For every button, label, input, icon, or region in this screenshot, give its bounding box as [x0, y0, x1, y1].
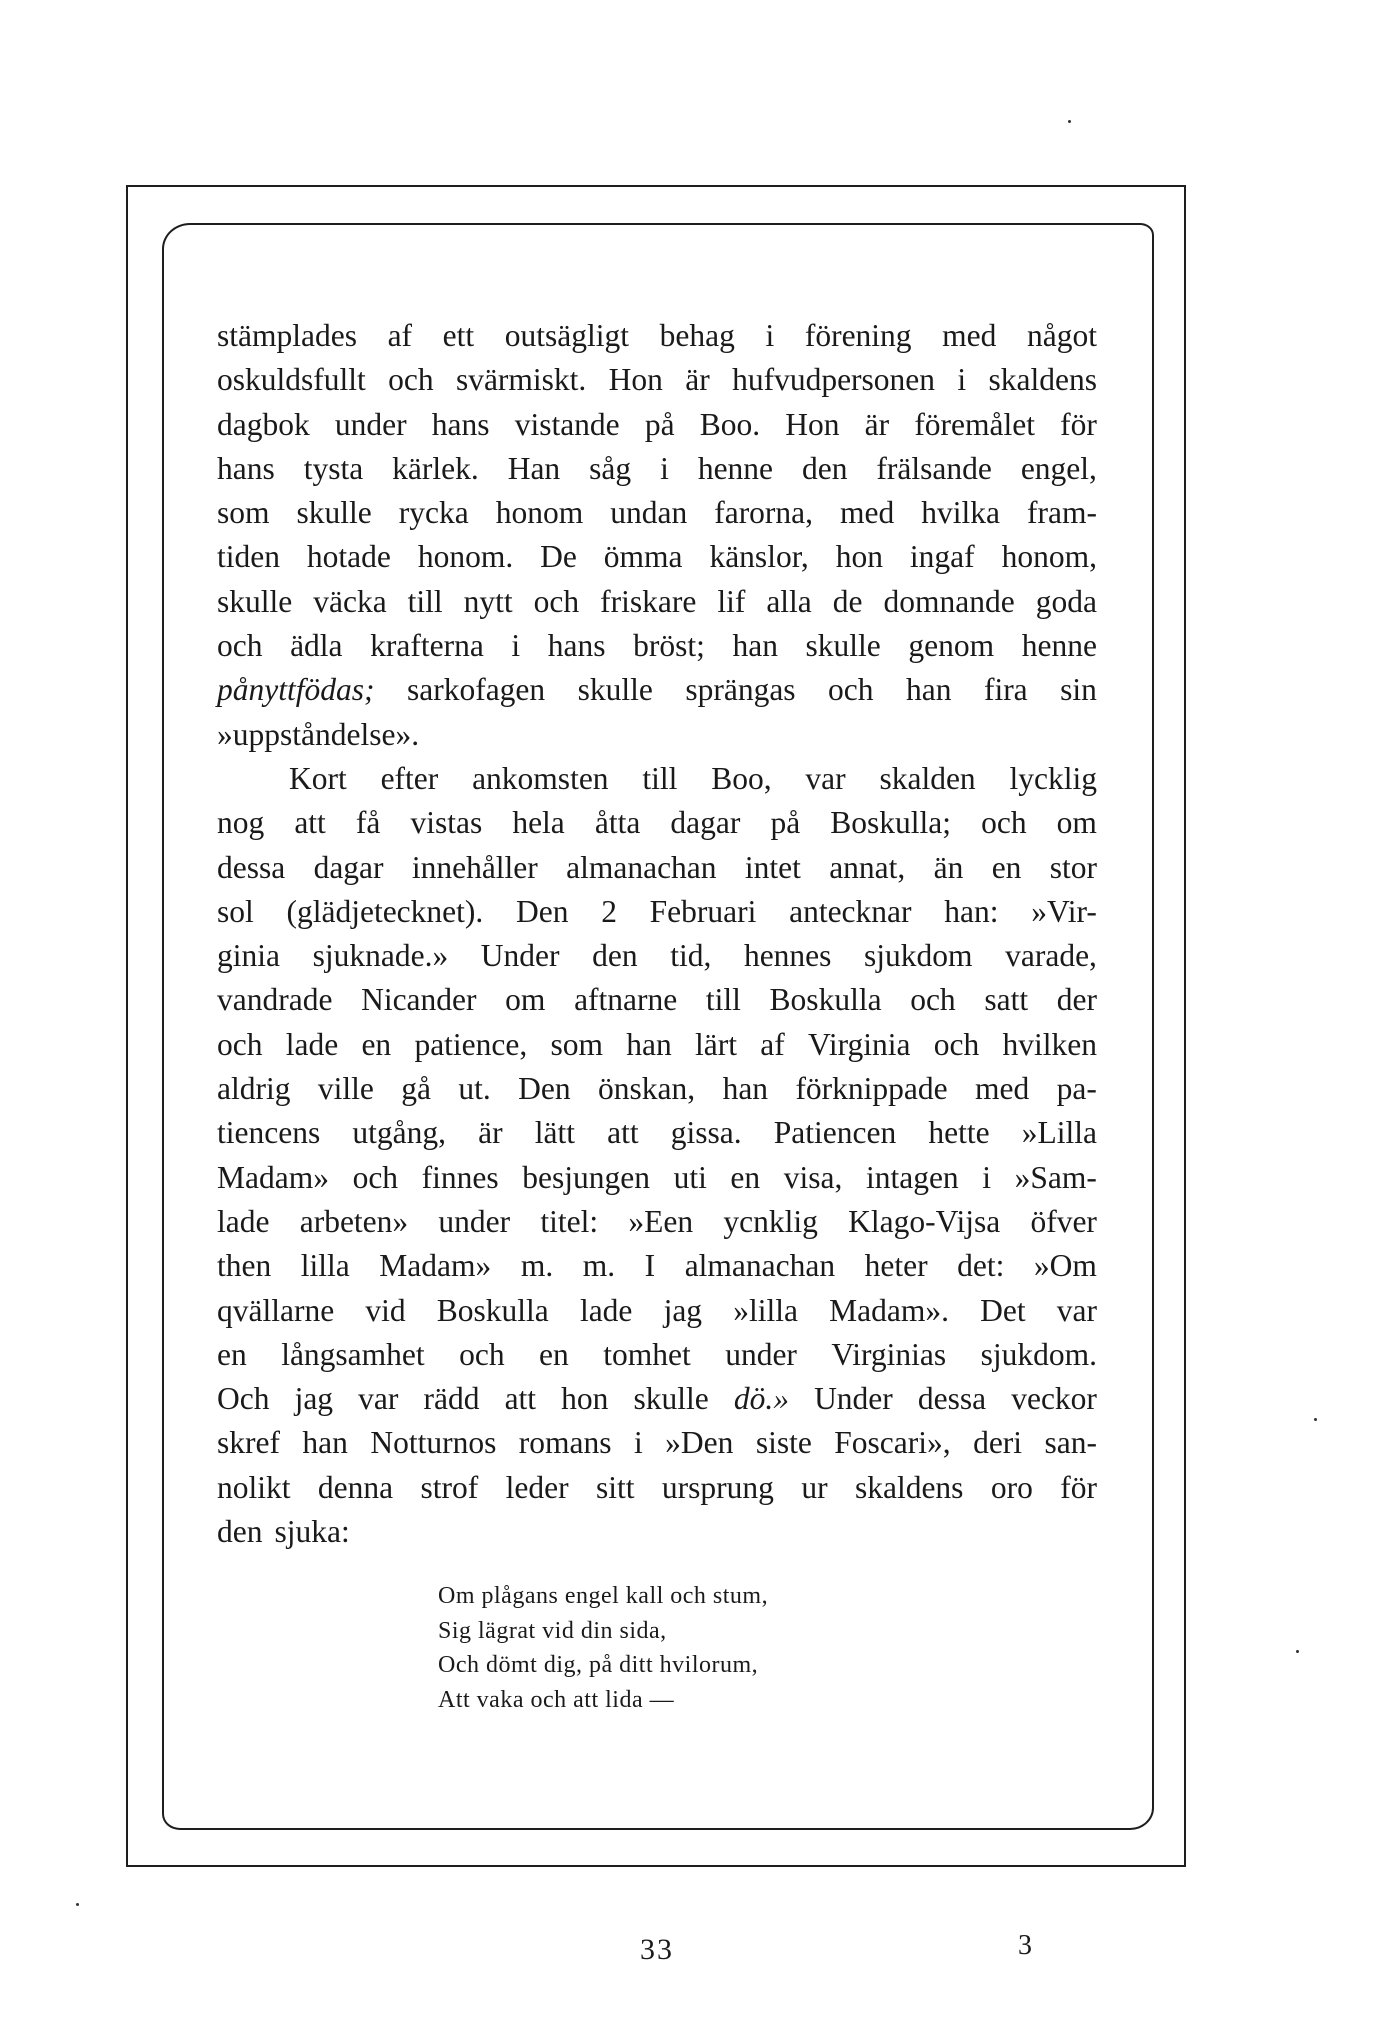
word: är [478, 1115, 503, 1151]
word: m. [520, 1248, 554, 1284]
text-line [217, 1244, 1097, 1288]
word: af [387, 318, 413, 353]
word: om [505, 982, 546, 1018]
word: ur [801, 1469, 828, 1505]
word: patience, [414, 1026, 528, 1062]
word: engel, [1020, 450, 1097, 486]
word: domnande [883, 583, 1015, 619]
word: Boskulla [769, 982, 882, 1018]
word: få [355, 805, 381, 841]
text-line [217, 1510, 1097, 1554]
text-line [217, 447, 1097, 491]
text-line [217, 1377, 1097, 1421]
word: hon [561, 1381, 609, 1417]
word: fira [983, 672, 1028, 708]
word: och [459, 1336, 505, 1372]
word: m. [582, 1248, 616, 1284]
word: besjungen [522, 1159, 650, 1195]
word: Kort [289, 760, 347, 796]
word: hennes [743, 938, 832, 974]
word: sjukdom. [980, 1336, 1097, 1372]
word: något [1027, 318, 1097, 353]
word: »Om [1033, 1248, 1097, 1284]
word: jag [663, 1292, 703, 1328]
word: ut. [458, 1071, 491, 1107]
word: rädd [423, 1381, 480, 1417]
word: han [302, 1425, 348, 1461]
word: 2 [601, 893, 617, 929]
word: lade [217, 1203, 270, 1239]
word: henne [697, 450, 774, 486]
print-speck [1068, 120, 1071, 123]
word: och [828, 672, 874, 708]
word: intagen [865, 1159, 959, 1195]
word: är [685, 362, 710, 398]
word: De [540, 539, 577, 575]
word: aftnarne [574, 982, 678, 1018]
word: svärmiskt. [455, 362, 587, 398]
text-line [217, 1333, 1097, 1377]
word: jag [294, 1381, 334, 1417]
word: »Lilla [1021, 1115, 1097, 1151]
word: sarkofagen [406, 672, 546, 708]
word: utgång, [352, 1115, 446, 1151]
word: att [504, 1381, 537, 1417]
word: sitt [596, 1469, 635, 1505]
word: hotade [306, 539, 391, 575]
text-line [217, 934, 1097, 978]
word: honom [495, 495, 584, 531]
word: öfver [1030, 1203, 1097, 1239]
word: visa, [783, 1159, 843, 1195]
word: siste [755, 1425, 812, 1461]
word: ankomsten [472, 760, 609, 796]
print-speck [1314, 1418, 1317, 1421]
word: och [981, 805, 1027, 841]
word: den [801, 450, 848, 486]
word: tid, [670, 938, 712, 974]
text-line [217, 978, 1097, 1022]
word: de [832, 583, 863, 619]
word: och [352, 1159, 399, 1195]
word: deri [973, 1425, 1023, 1461]
word: sol [217, 893, 254, 929]
text-line [217, 713, 1097, 757]
text-line [217, 668, 1097, 712]
word: på [644, 406, 675, 442]
word: för [1060, 406, 1097, 442]
text-line [217, 1421, 1097, 1465]
word: ett [442, 318, 475, 353]
word: af [760, 1026, 785, 1062]
word: dessa [217, 849, 286, 885]
text-line [217, 890, 1097, 934]
word: stor [1049, 849, 1097, 885]
word: annat, [829, 849, 906, 885]
word: nytt [463, 583, 513, 619]
word: Foscari», [834, 1425, 951, 1461]
word: dagar [670, 805, 741, 841]
word: »Vir- [1031, 893, 1097, 929]
word: fram- [1027, 495, 1097, 531]
word: Det [980, 1292, 1026, 1328]
poem-line: Att vaka och att lida — [438, 1686, 675, 1713]
word: outsägligt [504, 318, 630, 353]
word: känslor, [709, 539, 809, 575]
word: Under [480, 938, 560, 974]
word: lade [579, 1292, 633, 1328]
word: och [388, 362, 434, 398]
word: gissa. [670, 1115, 742, 1151]
sheet-signature-number: 3 [1018, 1930, 1032, 1961]
word: henne [1021, 628, 1097, 664]
word: han [906, 672, 952, 708]
word: skalden [879, 760, 976, 796]
text-line [217, 1111, 1097, 1155]
word: farorna, [714, 495, 814, 531]
word: på [770, 805, 801, 841]
word: tomhet [603, 1336, 691, 1372]
word: Patiencen [773, 1115, 897, 1151]
word: behag [659, 318, 735, 353]
word: san- [1044, 1425, 1097, 1461]
word: Den [518, 1071, 571, 1107]
word: innehåller [411, 849, 538, 885]
word: och [217, 628, 263, 664]
word: ginia [217, 938, 280, 974]
word: hans [547, 628, 606, 664]
word: skulle [296, 495, 372, 531]
word: romans [518, 1425, 612, 1461]
word: krafterna [370, 628, 484, 664]
poem-stanza [438, 1579, 768, 1717]
word: dagbok [217, 406, 310, 442]
word: efter [380, 760, 439, 796]
word: långsamhet [281, 1336, 425, 1372]
word: strof [420, 1469, 479, 1505]
word: der [1056, 982, 1097, 1018]
word: till [407, 583, 443, 619]
word: qvällarne [217, 1292, 335, 1328]
word: lycklig [1009, 760, 1097, 796]
text-line [217, 1156, 1097, 1200]
word: väcka [313, 583, 387, 619]
word: goda [1035, 583, 1097, 619]
word: ingaf [909, 539, 975, 575]
word: sjukdom [864, 938, 973, 974]
word: han [722, 1071, 769, 1107]
word: nog [217, 805, 265, 841]
word: Madam». [829, 1292, 949, 1328]
text-line [217, 580, 1097, 624]
word: bröst; [633, 628, 705, 664]
word: almanachan [566, 849, 717, 885]
word: kärlek. [392, 450, 479, 486]
word: ädla [290, 628, 343, 664]
print-speck [76, 1903, 79, 1906]
text-line [217, 801, 1097, 845]
word: han [626, 1026, 672, 1062]
word: hufvudpersonen [732, 362, 936, 398]
word: pånyttfödas; [217, 672, 375, 708]
text-line [217, 1200, 1097, 1244]
word: i [633, 1425, 643, 1461]
word: i [982, 1159, 992, 1195]
word: leder [505, 1469, 569, 1505]
word: »Een [628, 1203, 694, 1239]
poem-line: Om plågans engel kall och stum, [438, 1583, 769, 1609]
word: att [607, 1115, 639, 1151]
word: Virginia [807, 1026, 911, 1062]
word: skaldens [854, 1469, 964, 1505]
word: skulle [577, 672, 653, 708]
word: som [217, 495, 270, 531]
word: Klago-Vijsa [848, 1203, 1001, 1239]
word: Madam» [217, 1159, 329, 1195]
word: hvilka [921, 495, 1001, 531]
word: denna [317, 1469, 394, 1505]
word: dö.» [733, 1381, 789, 1417]
word: tiden [217, 539, 280, 575]
word: »Sam- [1014, 1159, 1097, 1195]
word: är [864, 406, 890, 442]
word: uti [673, 1159, 707, 1195]
word: lätt [534, 1115, 575, 1151]
word: i [957, 362, 967, 398]
word: satt [984, 982, 1029, 1018]
print-speck [1296, 1650, 1299, 1653]
word: till [642, 760, 678, 796]
word: lif [717, 583, 746, 619]
word: var [1056, 1292, 1097, 1328]
word: skref [217, 1425, 280, 1461]
word: hon [835, 539, 883, 575]
word: såg [589, 450, 632, 486]
word: Boo, [711, 760, 772, 796]
word: Den [515, 893, 569, 929]
word: honom, [1001, 539, 1097, 575]
word: Boskulla [436, 1292, 549, 1328]
word: i [511, 628, 521, 664]
word: den [592, 938, 638, 974]
word: intet [744, 849, 801, 885]
word: undan [610, 495, 688, 531]
word: alla [766, 583, 812, 619]
word: en [539, 1336, 569, 1372]
text-line [217, 491, 1097, 535]
word: skulle [217, 583, 293, 619]
word: i [765, 318, 775, 353]
word: stämplades [217, 318, 357, 353]
word: en [991, 849, 1022, 885]
word: Hon [608, 362, 663, 398]
word: med [840, 495, 895, 531]
word: pa- [1056, 1071, 1097, 1107]
word: aldrig [217, 1071, 291, 1107]
poem-line: Sig lägrat vid din sida, [438, 1617, 667, 1644]
word: Februari [649, 893, 757, 929]
word: för [1060, 1469, 1097, 1505]
word: Virginias [831, 1336, 947, 1372]
word: hvilken [1002, 1026, 1097, 1062]
text-line [217, 1289, 1097, 1333]
word: lilla [300, 1248, 350, 1284]
word: friskare [600, 583, 697, 619]
word: hans [217, 450, 275, 486]
word: tysta [303, 450, 364, 486]
text-line [217, 1067, 1097, 1111]
word: dessa [917, 1381, 987, 1417]
word: sin [1060, 672, 1097, 708]
word: antecknar [789, 893, 912, 929]
word: och [910, 982, 956, 1018]
word: sjuka: [274, 1514, 350, 1550]
word: med [942, 318, 997, 353]
word: honom. [417, 539, 514, 575]
word: det: [957, 1248, 1005, 1284]
word: var [805, 760, 846, 796]
text-line [217, 1023, 1097, 1067]
word: med [975, 1071, 1030, 1107]
word: under [438, 1203, 511, 1239]
word: oskuldsfullt [217, 362, 366, 398]
word: Han [507, 450, 561, 486]
word: och [217, 1026, 263, 1062]
text-line [217, 757, 1097, 801]
word: under [725, 1336, 797, 1372]
word: (glädjetecknet). [286, 893, 484, 929]
text-line [217, 535, 1097, 579]
word: åtta [594, 805, 641, 841]
word: vistas [410, 805, 483, 841]
word: gå [401, 1071, 431, 1107]
word: hela [512, 805, 565, 841]
word: än [933, 849, 964, 885]
text-line [217, 1466, 1097, 1510]
word: ursprung [661, 1469, 774, 1505]
word: önskan, [598, 1071, 696, 1107]
text-line [217, 624, 1097, 668]
word: hans [431, 406, 490, 442]
word: »uppståndelse». [217, 716, 420, 752]
word: Under [814, 1381, 893, 1417]
word: att [294, 805, 326, 841]
text-line [217, 846, 1097, 890]
word: och [533, 583, 580, 619]
word: som [550, 1026, 604, 1062]
word: han [732, 628, 778, 664]
word: i [660, 450, 669, 486]
word: skaldens [988, 362, 1097, 398]
word: föremålet [914, 406, 1035, 442]
word: till [705, 982, 741, 1018]
word: en [730, 1159, 761, 1195]
page-number: 33 [640, 1933, 674, 1966]
word: ville [317, 1071, 374, 1107]
word: skulle [633, 1381, 709, 1417]
word: titel: [540, 1203, 599, 1239]
word: »lilla [733, 1292, 798, 1328]
word: I [644, 1248, 656, 1284]
word: om [1056, 805, 1097, 841]
word: vid [365, 1292, 406, 1328]
word: under [334, 406, 407, 442]
word: den [217, 1514, 263, 1550]
word: Och [217, 1381, 270, 1417]
word: lade [285, 1026, 339, 1062]
word: almanachan [684, 1248, 836, 1284]
poem-line: Och dömt dig, på ditt hvilorum, [438, 1652, 759, 1678]
word: förknippade [795, 1071, 948, 1107]
word: en [217, 1336, 247, 1372]
word: Boskulla; [830, 805, 952, 841]
word: tiencens [217, 1115, 321, 1151]
word: Hon [785, 406, 840, 442]
word: Notturnos [370, 1425, 497, 1461]
word: ycnklig [723, 1203, 818, 1239]
word: veckor [1011, 1381, 1097, 1417]
word: han: [944, 893, 999, 929]
word: genom [908, 628, 995, 664]
word: och [933, 1026, 980, 1062]
word: sprängas [685, 672, 796, 708]
text-line [217, 358, 1097, 402]
word: then [217, 1248, 272, 1284]
word: arbeten» [299, 1203, 409, 1239]
word: förening [804, 318, 912, 353]
word: en [361, 1026, 392, 1062]
body-text [217, 314, 1097, 1554]
word: sjuknade.» [312, 938, 449, 974]
word: rycka [398, 495, 469, 531]
word: »Den [665, 1425, 734, 1461]
word: hette [928, 1115, 990, 1151]
word: vandrade [217, 982, 333, 1018]
word: ömma [603, 539, 683, 575]
word: Madam» [379, 1248, 492, 1284]
word: nolikt [217, 1469, 291, 1505]
word: Nicander [361, 982, 477, 1018]
text-line [217, 403, 1097, 447]
text-line [217, 314, 1097, 358]
word: var [358, 1381, 399, 1417]
word: Boo. [699, 406, 761, 442]
word: frälsande [876, 450, 992, 486]
word: oro [990, 1469, 1033, 1505]
word: varade, [1005, 938, 1097, 974]
word: finnes [421, 1159, 499, 1195]
word: vistande [514, 406, 620, 442]
word: lärt [695, 1026, 737, 1062]
word: heter [864, 1248, 928, 1284]
word: dagar [313, 849, 384, 885]
word: skulle [805, 628, 881, 664]
